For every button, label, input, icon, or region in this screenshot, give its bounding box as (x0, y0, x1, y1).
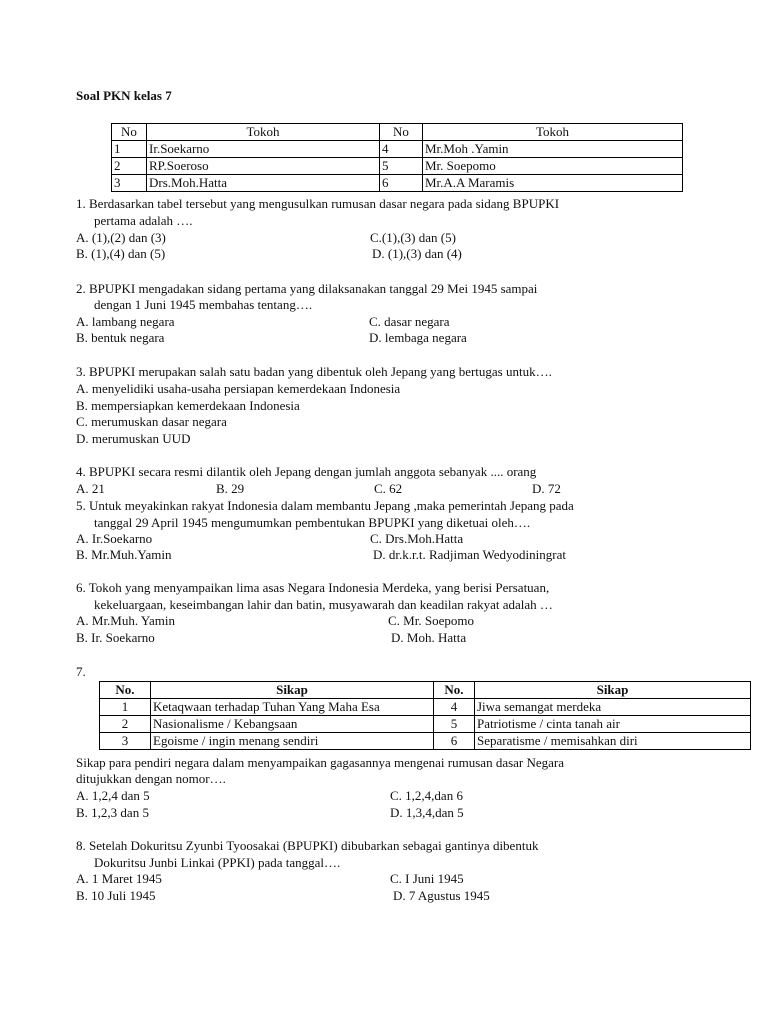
q4-option-d: D. 72 (532, 481, 561, 496)
q4-option-b: B. 29 (216, 481, 245, 496)
table-cell: Mr. Soepomo (423, 158, 683, 175)
q8-option-a: A. 1 Maret 1945 (76, 871, 162, 886)
q3-text: 3. BPUPKI merupakan salah satu badan yang dibentuk oleh Jepang yang bertugas untuk…. (76, 364, 552, 379)
q1-option-a: A. (1),(2) dan (3) (76, 230, 166, 245)
table-cell: 5 (380, 158, 423, 175)
table-cell: Nasionalisme / Kebangsaan (151, 716, 434, 733)
tokoh-table (111, 123, 683, 192)
table-cell: 4 (380, 141, 423, 158)
page-title: Soal PKN kelas 7 (76, 88, 172, 103)
table-cell: 6 (380, 175, 423, 192)
q2-option-a: A. lambang negara (76, 314, 175, 329)
q5-text-cont: tanggal 29 April 1945 mengumumkan pembentukan BPUPKI yang diketuai oleh…. (94, 515, 531, 530)
q6-option-a: A. Mr.Muh. Yamin (76, 613, 175, 628)
table-header-row (112, 124, 683, 141)
table-row (112, 175, 683, 192)
table-row (100, 716, 751, 733)
table-row (100, 733, 751, 750)
table-cell: RP.Soeroso (147, 158, 380, 175)
q1-text: 1. Berdasarkan tabel tersebut yang mengusulkan rumusan dasar negara pada sidang BPUPKI (76, 196, 560, 211)
q8-option-b: B. 10 Juli 1945 (76, 888, 156, 903)
table-cell: Ketaqwaan terhadap Tuhan Yang Maha Esa (151, 699, 434, 716)
table-header-cell: No (112, 124, 147, 141)
table-cell: Egoisme / ingin menang sendiri (151, 733, 434, 750)
table-cell: 2 (100, 716, 151, 733)
q8-text: 8. Setelah Dokuritsu Zyunbi Tyoosakai (BPUPKI) dibubarkan sebagai gantinya dibentuk (76, 838, 539, 853)
table-cell: Jiwa semangat merdeka (475, 699, 751, 716)
q4-text: 4. BPUPKI secara resmi dilantik oleh Jepang dengan jumlah anggota sebanyak .... orang (76, 464, 537, 479)
q7-option-c: C. 1,2,4,dan 6 (390, 788, 463, 803)
q5-option-d: D. dr.k.r.t. Radjiman Wedyodiningrat (373, 547, 566, 562)
table-header-cell: Tokoh (423, 124, 683, 141)
q2-option-b: B. bentuk negara (76, 330, 165, 345)
q5-option-a: A. Ir.Soekarno (76, 531, 153, 546)
q6-option-b: B. Ir. Soekarno (76, 630, 155, 645)
q6-text-cont: kekeluargaan, keseimbangan lahir dan batin, musyawarah dan keadilan rakyat adalah … (94, 597, 553, 612)
q1-option-c: C.(1),(3) dan (5) (370, 230, 456, 245)
table-cell: Separatisme / memisahkan diri (475, 733, 751, 750)
table-cell: Mr.A.A Maramis (423, 175, 683, 192)
sikap-table (99, 681, 751, 750)
q6-text: 6. Tokoh yang menyampaikan lima asas Negara Indonesia Merdeka, yang berisi Persatuan, (76, 580, 550, 595)
table-row (100, 699, 751, 716)
q8-option-d: D. 7 Agustus 1945 (393, 888, 490, 903)
table-cell: Patriotisme / cinta tanah air (475, 716, 751, 733)
table-cell: 6 (434, 733, 475, 750)
table-cell: 2 (112, 158, 147, 175)
q7-number: 7. (76, 664, 86, 679)
q8-option-c: C. I Juni 1945 (390, 871, 464, 886)
q3-option-d: D. merumuskan UUD (76, 431, 191, 446)
q5-text: 5. Untuk meyakinkan rakyat Indonesia dalam membantu Jepang ,maka pemerintah Jepang pada (76, 498, 574, 513)
table-cell: Mr.Moh .Yamin (423, 141, 683, 158)
table-header-cell: No. (100, 682, 151, 699)
q2-text: 2. BPUPKI mengadakan sidang pertama yang dilaksanakan tanggal 29 Mei 1945 sampai (76, 281, 538, 296)
q7-option-a: A. 1,2,4 dan 5 (76, 788, 150, 803)
table-cell: Ir.Soekarno (147, 141, 380, 158)
table-header-cell: Sikap (151, 682, 434, 699)
q1-option-b: B. (1),(4) dan (5) (76, 246, 166, 261)
q6-option-c: C. Mr. Soepomo (388, 613, 474, 628)
q2-text-cont: dengan 1 Juni 1945 membahas tentang…. (94, 297, 313, 312)
table-row (112, 141, 683, 158)
q7-option-d: D. 1,3,4,dan 5 (390, 805, 464, 820)
q4-option-a: A. 21 (76, 481, 105, 496)
table-cell: 1 (112, 141, 147, 158)
table-cell: Drs.Moh.Hatta (147, 175, 380, 192)
table-header-row (100, 682, 751, 699)
table-row (112, 158, 683, 175)
q2-option-d: D. lembaga negara (369, 330, 467, 345)
q8-text-cont: Dokuritsu Junbi Linkai (PPKI) pada tanggal…. (94, 855, 341, 870)
q2-option-c: C. dasar negara (369, 314, 450, 329)
q1-option-d: D. (1),(3) dan (4) (372, 246, 462, 261)
q5-option-c: C. Drs.Moh.Hatta (370, 531, 464, 546)
q7-option-b: B. 1,2,3 dan 5 (76, 805, 149, 820)
q6-option-d: D. Moh. Hatta (391, 630, 467, 645)
table-header-cell: No. (434, 682, 475, 699)
q7-text: Sikap para pendiri negara dalam menyampaikan gagasannya mengenai rumusan dasar Negara (76, 755, 565, 770)
q7-text-cont: ditujukkan dengan nomor…. (76, 771, 226, 786)
table-header-cell: No (380, 124, 423, 141)
table-cell: 4 (434, 699, 475, 716)
q5-option-b: B. Mr.Muh.Yamin (76, 547, 172, 562)
q3-option-a: A. menyelidiki usaha-usaha persiapan kemerdekaan Indonesia (76, 381, 401, 396)
q4-option-c: C. 62 (374, 481, 403, 496)
table-cell: 3 (100, 733, 151, 750)
q3-option-b: B. mempersiapkan kemerdekaan Indonesia (76, 398, 300, 413)
q3-option-c: C. merumuskan dasar negara (76, 414, 227, 429)
table-cell: 3 (112, 175, 147, 192)
table-cell: 5 (434, 716, 475, 733)
table-cell: 1 (100, 699, 151, 716)
table-header-cell: Tokoh (147, 124, 380, 141)
table-header-cell: Sikap (475, 682, 751, 699)
q1-text-cont: pertama adalah …. (94, 213, 193, 228)
